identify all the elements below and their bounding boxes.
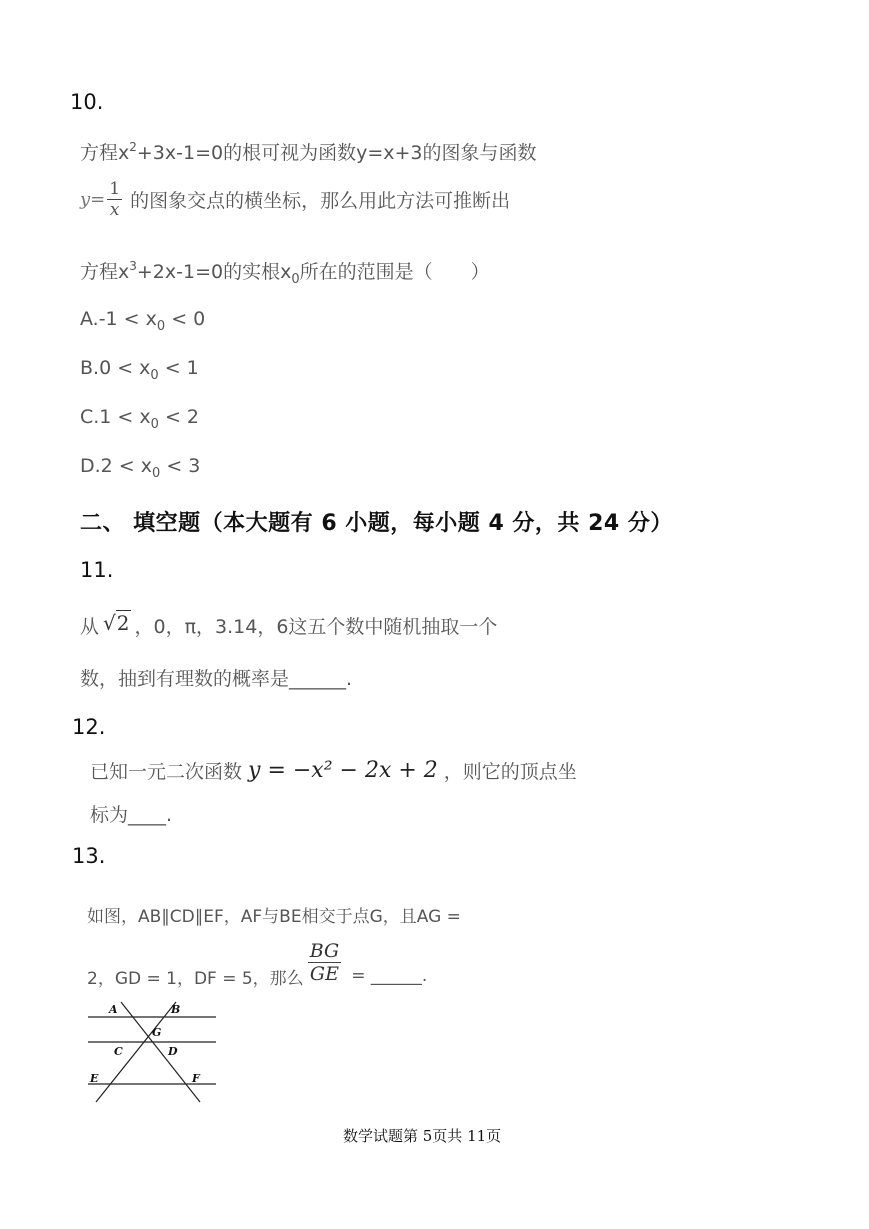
q10-line1-sup: 2 xyxy=(129,140,137,154)
question-10-number: 10. xyxy=(70,90,104,114)
q10-option-a[interactable] xyxy=(80,308,205,334)
q10-fraction-denominator: x xyxy=(109,199,120,220)
q13-line2-post: = ______. xyxy=(351,966,428,986)
q10-line3-post: 所在的范围是（ ） xyxy=(299,261,490,283)
q13-fraction-numerator: BG xyxy=(309,939,340,962)
q10-line1-pre: 方程x xyxy=(80,142,130,164)
question-13-number: 13. xyxy=(72,844,106,868)
q10-function-lhs: y= xyxy=(80,188,106,210)
q10-line3-sup: 3 xyxy=(129,259,137,273)
option-b-post: < 1 xyxy=(158,357,199,379)
q10-line3-sub: 0 xyxy=(291,272,300,287)
question-13-line-2 xyxy=(87,932,427,992)
q11-line1-pre: 从 xyxy=(80,616,100,638)
question-13-line-1: 如图，AB∥CD∥EF，AF与BE相交于点G，且AG = xyxy=(87,907,461,927)
option-a-post: < 0 xyxy=(165,308,206,330)
q10-fraction-numerator: 1 xyxy=(109,178,121,199)
option-b-pre: B.0 < x xyxy=(80,357,151,379)
section-2-heading: 二、 填空题（本大题有 6 小题，每小题 4 分，共 24 分） xyxy=(80,511,673,536)
q12-formula: y = −x² − 2x + 2 xyxy=(248,758,438,783)
q12-line1-post: ，则它的顶点坐 xyxy=(443,761,577,783)
q10-option-b[interactable] xyxy=(80,357,199,383)
option-a-sub: 0 xyxy=(156,319,166,334)
q10-line2-text: 的图象交点的横坐标，那么用此方法可推断出 xyxy=(130,189,511,212)
option-c-post: < 2 xyxy=(158,406,200,428)
label-b: B xyxy=(171,1003,181,1016)
question-10-line-2 xyxy=(80,174,510,224)
page-footer: 数学试题第 5页共 11页 xyxy=(343,1127,502,1145)
label-d: D xyxy=(168,1045,178,1058)
label-e: E xyxy=(90,1072,99,1085)
question-10-line-3 xyxy=(80,257,490,287)
option-b-sub: 0 xyxy=(150,368,159,383)
option-c-sub: 0 xyxy=(150,417,159,432)
label-a: A xyxy=(109,1003,118,1016)
q10-line3-mid: +2x-1=0的实根x xyxy=(136,261,292,283)
parallel-lines-figure xyxy=(84,998,224,1108)
option-c-pre: C.1 < x xyxy=(80,406,151,428)
option-d-pre: D.2 < x xyxy=(80,455,153,477)
question-10-line-1 xyxy=(80,138,537,165)
q11-line1-post: ，0，π，3.14，6这五个数中随机抽取一个 xyxy=(134,616,498,638)
q12-line1-pre: 已知一元二次函数 xyxy=(90,761,243,783)
option-a-pre: A.-1 < x xyxy=(80,308,157,330)
q10-function-fraction xyxy=(107,179,122,220)
q10-line1-post: +3x-1=0的根可视为函数y=x+3的图象与函数 xyxy=(136,142,537,164)
q13-fraction-denominator: GE xyxy=(309,962,339,985)
question-11-line-1 xyxy=(80,612,497,639)
question-12-number: 12. xyxy=(72,715,106,739)
label-f: F xyxy=(192,1072,200,1085)
q13-fraction xyxy=(308,940,342,985)
q10-line3-pre: 方程x xyxy=(80,261,130,283)
sqrt-radicand: 2 xyxy=(116,611,130,635)
question-12-line-2: 标为____. xyxy=(90,804,173,826)
q13-line2-pre: 2，GD = 1，DF = 5，那么 xyxy=(87,968,304,989)
q10-option-c[interactable] xyxy=(80,406,199,432)
q10-option-d[interactable] xyxy=(80,455,200,481)
option-d-sub: 0 xyxy=(152,466,161,481)
question-11-number: 11. xyxy=(80,558,114,582)
sqrt-symbol: √2 xyxy=(103,611,130,635)
question-11-line-2: 数，抽到有理数的概率是______. xyxy=(80,668,353,690)
question-12-line-1 xyxy=(90,757,577,784)
label-c: C xyxy=(114,1045,123,1058)
option-d-post: < 3 xyxy=(160,455,201,477)
label-g: G xyxy=(152,1026,162,1039)
